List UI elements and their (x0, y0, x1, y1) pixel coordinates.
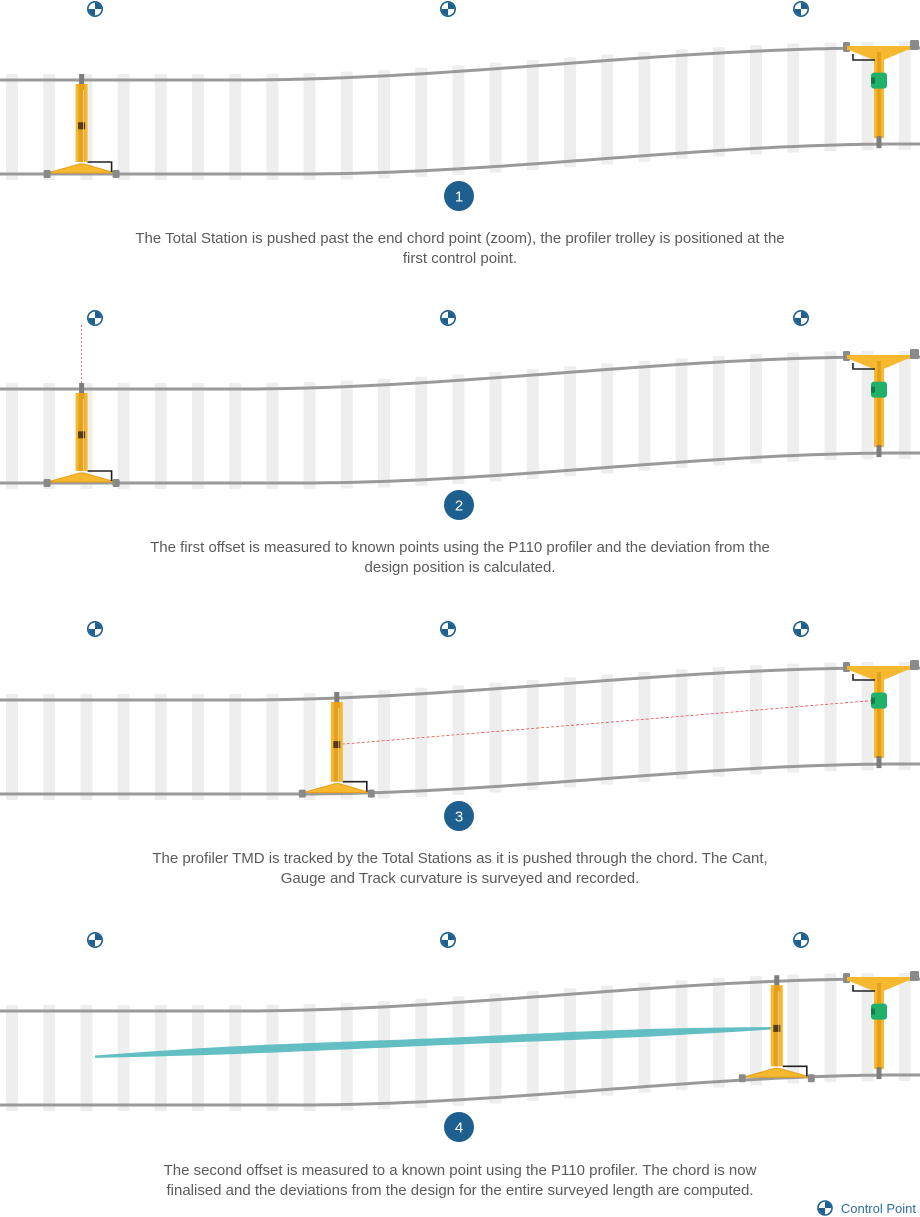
step-4-panel (0, 933, 920, 1142)
step-4-caption: The second offset is measured to a known point using the P110 profiler. The chord is now finalised and the deviations from the design for the entire surveyed length are computed. (163, 1162, 757, 1199)
control-point-icon (88, 933, 102, 947)
sleeper (415, 68, 427, 177)
sleeper (266, 694, 278, 800)
sleeper (564, 57, 576, 167)
sleeper (601, 363, 613, 473)
sleeper (304, 73, 316, 180)
step-number: 2 (454, 497, 464, 515)
sleeper (304, 382, 316, 489)
sleeper (490, 372, 502, 482)
sleeper (564, 677, 576, 787)
sleeper (43, 1005, 55, 1111)
sleeper (787, 353, 799, 462)
sleeper (118, 694, 130, 800)
sleeper (490, 994, 502, 1104)
sleeper (80, 694, 92, 800)
sleeper (676, 980, 688, 1090)
sleeper (490, 683, 502, 793)
sleeper (6, 383, 18, 489)
sleeper (80, 1005, 92, 1111)
sleeper (527, 369, 539, 479)
sleeper (415, 377, 427, 486)
sleeper (452, 374, 464, 483)
sleeper (638, 52, 650, 162)
sleeper (118, 1005, 130, 1111)
step-number: 3 (454, 808, 464, 826)
sleeper (192, 1005, 204, 1111)
sleeper (899, 973, 911, 1081)
sleeper (750, 665, 762, 774)
sleeper (229, 694, 241, 800)
sleeper (452, 685, 464, 794)
step-1-caption: The Total Station is pushed past the end chord point (zoom), the profiler trolley is positioned at the first control point. (135, 230, 785, 267)
sleeper (601, 674, 613, 784)
control-point-icon (794, 2, 808, 16)
sleeper (713, 356, 725, 465)
sleeper (676, 669, 688, 779)
step-3-caption: The profiler TMD is tracked by the Total Stations as it is pushed through the chord. The Cant, Gauge and Track curvature is surveyed and recorded. (152, 850, 768, 887)
control-point-icon (441, 622, 455, 636)
sleeper (899, 42, 911, 150)
sleeper (43, 74, 55, 180)
control-point-icon (817, 1200, 833, 1216)
sleeper (676, 49, 688, 159)
control-point-icon (88, 311, 102, 325)
sleeper (601, 985, 613, 1095)
sleeper (601, 54, 613, 164)
step-number: 1 (454, 188, 464, 206)
sleeper (378, 70, 390, 179)
sleeper (266, 383, 278, 489)
sleeper (229, 74, 241, 180)
sleeper (415, 688, 427, 797)
sleeper (713, 667, 725, 776)
sleeper (824, 43, 836, 152)
sleeper (638, 672, 650, 782)
sleeper (676, 358, 688, 468)
sleeper (155, 1005, 167, 1111)
sleeper (155, 694, 167, 800)
control-point-icon (441, 311, 455, 325)
sleeper (6, 1005, 18, 1111)
sleeper (6, 694, 18, 800)
sleeper (155, 383, 167, 489)
control-point-icon (794, 311, 808, 325)
step-2-badge (444, 490, 474, 520)
sleeper (638, 361, 650, 471)
sleeper (638, 983, 650, 1093)
control-point-icon (794, 622, 808, 636)
step-3-panel (0, 622, 920, 831)
sleeper (824, 352, 836, 461)
sleeper (304, 1004, 316, 1111)
sleeper (378, 379, 390, 488)
control-point-icon (794, 933, 808, 947)
sleeper (155, 74, 167, 180)
step-1-panel (0, 2, 920, 211)
sleeper (452, 65, 464, 174)
sleeper (787, 975, 799, 1084)
sleeper (43, 694, 55, 800)
legend (817, 1199, 916, 1217)
sleeper (378, 690, 390, 799)
control-point-icon (441, 933, 455, 947)
sleeper (341, 381, 353, 489)
sleeper (6, 74, 18, 180)
sleeper (527, 991, 539, 1101)
sleeper (527, 680, 539, 790)
sleeper (750, 45, 762, 154)
sleeper (118, 74, 130, 180)
sleeper (192, 74, 204, 180)
sleeper (118, 383, 130, 489)
sleeper (824, 663, 836, 772)
sleeper (750, 354, 762, 463)
sleeper (341, 72, 353, 180)
step-number: 4 (454, 1119, 464, 1137)
step-2-caption: The first offset is measured to known points using the P110 profiler and the deviation from the design position is calculated. (150, 539, 770, 576)
control-point-icon (88, 622, 102, 636)
track (0, 351, 920, 489)
sleeper (899, 351, 911, 459)
step-3-badge (444, 801, 474, 831)
sleeper (43, 383, 55, 489)
sleeper (824, 974, 836, 1083)
sleeper (564, 366, 576, 476)
sleeper (490, 63, 502, 173)
track (0, 662, 920, 800)
sleeper (527, 60, 539, 170)
legend-label: Control Point (840, 1200, 916, 1216)
sleeper (787, 664, 799, 773)
control-point-icon (441, 2, 455, 16)
sleeper (713, 47, 725, 156)
control-point-icon (88, 2, 102, 16)
sleeper (415, 999, 427, 1108)
sleeper (304, 693, 316, 800)
track (0, 42, 920, 180)
sleeper (378, 1001, 390, 1110)
step-1-badge (444, 181, 474, 211)
sleeper (192, 694, 204, 800)
sleeper (229, 383, 241, 489)
sleeper (564, 988, 576, 1098)
step-4-badge (444, 1112, 474, 1142)
sleeper (266, 1005, 278, 1111)
step-2-panel (0, 311, 920, 520)
sleeper (341, 1003, 353, 1111)
sleeper (787, 44, 799, 153)
sleeper (192, 383, 204, 489)
sleeper (266, 74, 278, 180)
sleeper (899, 662, 911, 770)
sleeper (452, 996, 464, 1105)
sleeper (229, 1005, 241, 1111)
